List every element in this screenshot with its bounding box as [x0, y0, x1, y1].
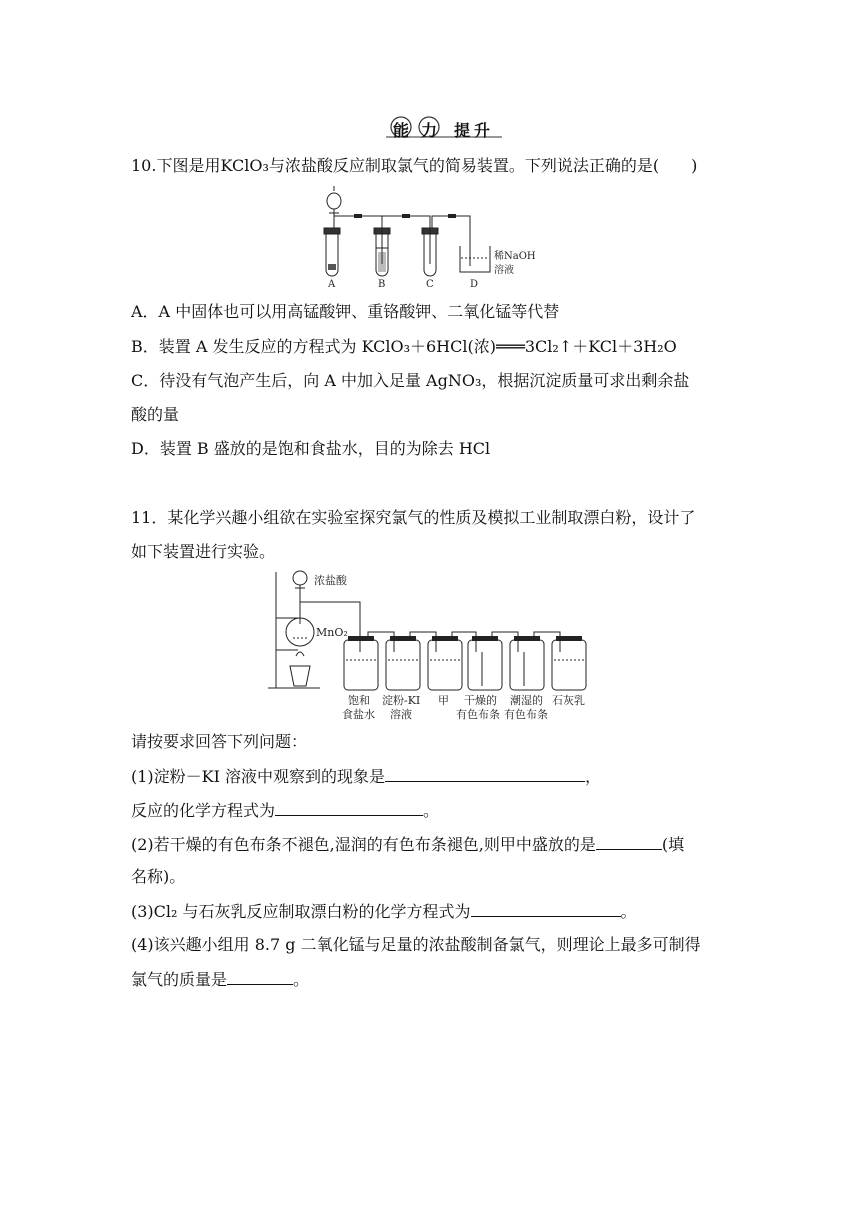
- q10-option-b: B．装置 A 发生反应的方程式为 KClO₃＋6HCl(浓)═══3Cl₂↑＋KCl＋3H₂O: [131, 337, 677, 356]
- q10-option-a: A．A 中固体也可以用高锰酸钾、重铬酸钾、二氧化锰等代替: [131, 302, 560, 321]
- fig10-label-d: D: [470, 279, 479, 290]
- fig10-label-a: A: [328, 279, 336, 290]
- header-char-2: 力: [421, 121, 438, 140]
- q10-stem: 10.下图是用KClO₃与浓盐酸反应制取氯气的简易装置。下列说法正确的是( ): [131, 156, 698, 175]
- answer-blank-4[interactable]: [471, 900, 621, 917]
- fig11-bottle4-line1: 干燥的: [464, 694, 497, 707]
- header-char-1: 能: [393, 121, 410, 140]
- q11-part3-period: 。: [620, 902, 637, 921]
- q11-part4-period: 。: [293, 970, 310, 989]
- fig11-bottle3: 甲: [438, 694, 449, 707]
- q11-part3: [131, 900, 637, 923]
- q11-part4-text: 氯气的质量是: [131, 970, 228, 989]
- fig11-mno2-label: MnO₂: [316, 626, 348, 639]
- fig11-acid-label: 浓盐酸: [314, 574, 347, 587]
- q11-part2-text: (2)若干燥的有色布条不褪色,湿润的有色布条褪色,则甲中盛放的是: [131, 835, 596, 854]
- q11-part2-line2: 名称)。: [131, 867, 186, 886]
- q11-part4-line1: (4)该兴趣小组用 8.7 g 二氧化锰与足量的浓盐酸制备氯气，则理论上最多可制得: [131, 935, 701, 954]
- q11-part2-tail: (填: [661, 835, 685, 854]
- fig11-bottle4-line2: 有色布条: [456, 708, 500, 721]
- answer-blank-2[interactable]: [275, 799, 423, 816]
- q11-part1-text: (1)淀粉－KI 溶液中观察到的现象是: [131, 767, 386, 786]
- q11-part2-line1: [131, 833, 684, 856]
- answer-blank-5[interactable]: [227, 968, 293, 985]
- q10-option-c-line2: 酸的量: [131, 405, 180, 424]
- fig10-label-c: C: [426, 279, 434, 290]
- fig11-bottle5-line2: 有色布条: [504, 708, 548, 721]
- fig10-reagent-1: 稀NaOH: [494, 251, 536, 262]
- fig11-bottle1-line1: 饱和: [348, 694, 370, 707]
- q11-apparatus-figure: [262, 568, 602, 726]
- fig11-bottle1-line2: 食盐水: [342, 708, 375, 721]
- q10-option-c-line1: C．待没有气泡产生后，向 A 中加入足量 AgNO₃，根据沉淀质量可求出剩余盐: [131, 371, 690, 390]
- header-char-3: 提: [454, 121, 471, 140]
- answer-blank-1[interactable]: [385, 765, 585, 782]
- q10-apparatus-figure: [310, 186, 560, 290]
- q11-part1-comma: ，: [585, 767, 602, 786]
- fig11-bottle5-line1: 潮湿的: [510, 694, 543, 707]
- fig10-label-b: B: [378, 279, 386, 290]
- fig11-bottle2-line2: 溶液: [390, 708, 412, 721]
- q11-part1-equation-text: 反应的化学方程式为: [131, 801, 276, 820]
- q11-part1-line1: [131, 765, 601, 788]
- fig11-bottle6: 石灰乳: [552, 694, 585, 707]
- q11-part1-line2: [131, 799, 439, 822]
- q10-option-d: D．装置 B 盛放的是饱和食盐水，目的为除去 HCl: [131, 439, 491, 458]
- header-char-4: 升: [474, 121, 491, 140]
- fig10-reagent-2: 溶液: [494, 265, 514, 276]
- q11-part3-text: (3)Cl₂ 与石灰乳反应制取漂白粉的化学方程式为: [131, 902, 471, 921]
- q11-prompt: 请按要求回答下列问题：: [131, 732, 308, 751]
- q11-stem-line1: 11．某化学兴趣小组欲在实验室探究氯气的性质及模拟工业制取漂白粉，设计了: [131, 508, 696, 527]
- answer-blank-3[interactable]: [596, 833, 662, 850]
- q11-stem-line2: 如下装置进行实验。: [131, 542, 276, 561]
- q11-part4-line2: [131, 968, 309, 991]
- section-header: [384, 115, 504, 141]
- q11-part1-period: 。: [423, 801, 440, 820]
- fig11-bottle2-line1: 淀粉-KI: [382, 694, 421, 707]
